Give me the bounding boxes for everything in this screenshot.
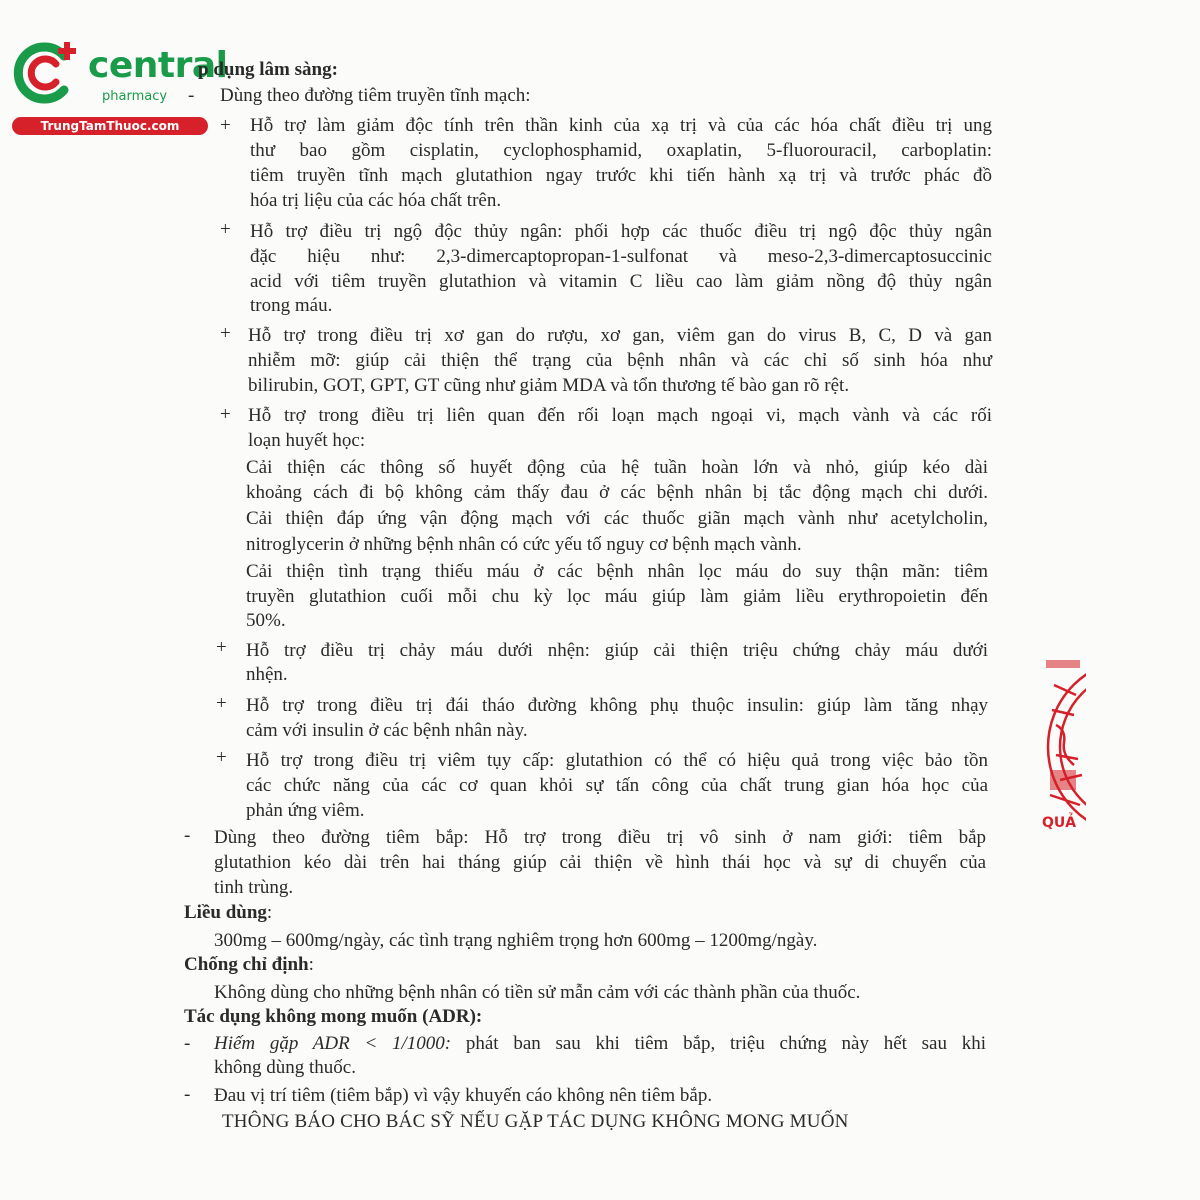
adr-notice: THÔNG BÁO CHO BÁC SỸ NẾU GẶP TÁC DỤNG KHÔNG MONG MUỐN: [222, 1111, 849, 1132]
bullet4-line9: 50%.: [246, 610, 286, 631]
bullet1-line3: tiêm truyền tĩnh mạch glutathion ngay trước khi tiến hành xạ trị và trước phác đồ: [250, 165, 992, 186]
heading-clinical-use: p dụng lâm sàng:: [198, 59, 338, 80]
bullet4-line7: Cải thiện tình trạng thiếu máu ở các bệnh nhân lọc máu do suy thận mãn: tiêm: [246, 561, 988, 582]
bullet3-line2: nhiễm mỡ: giúp cải thiện thể trạng của bệnh nhân và các chỉ số sinh hóa như: [248, 350, 992, 371]
im-route-line1: Dùng theo đường tiêm bắp: Hỗ trợ trong điều trị vô sinh ở nam giới: tiêm bắp: [214, 827, 986, 848]
bullet5-line2: nhện.: [246, 664, 288, 685]
dash-marker: -: [184, 1033, 191, 1054]
bullet2-line3: acid với tiêm truyền glutathion và vitamin C liều cao làm giảm nồng độ thủy ngân: [250, 271, 992, 292]
logo-sub-text: pharmacy: [102, 89, 168, 104]
heading-contra-colon: :: [308, 954, 314, 975]
bullet1-line2: thư bao gồm cisplatin, cyclophosphamid, oxaplatin, 5-fluorouracil, carboplatin:: [250, 140, 992, 161]
bullet7-line1: Hỗ trợ trong điều trị viêm tụy cấp: glutathion có thể có hiệu quả trong việc bảo tồn: [246, 750, 988, 771]
plus-marker: +: [220, 404, 231, 425]
iv-route-text: Dùng theo đường tiêm truyền tĩnh mạch:: [220, 85, 531, 106]
logo-brand-text: central: [88, 45, 228, 86]
bullet4-line3: Cải thiện các thông số huyết động của hệ tuần hoàn lớn và nhỏ, giúp kéo dài: [246, 457, 988, 478]
dash-marker: -: [184, 1084, 191, 1105]
bullet1-line1: Hỗ trợ làm giảm độc tính trên thần kinh của xạ trị và của các hóa chất điều trị ung: [250, 115, 992, 136]
bullet6-line2: cảm với insulin ở các bệnh nhân này.: [246, 720, 528, 741]
logo-url-banner: TrungTamThuoc.com: [12, 117, 208, 135]
bullet4-line4: khoảng cách đi bộ không cảm thấy đau ở các bệnh nhân bị tắc động mạch chi dưới.: [246, 482, 988, 503]
im-route-line2: glutathion kéo dài trên hai tháng giúp cải thiện về hình thái học và sự di chuyển của: [214, 852, 986, 873]
dosage-text: 300mg – 600mg/ngày, các tình trạng nghiêm trọng hơn 600mg – 1200mg/ngày.: [214, 930, 818, 951]
heading-contraindications: [184, 953, 314, 977]
dash-marker: -: [188, 85, 195, 106]
stamp-text: QUẢ: [1042, 815, 1077, 831]
bullet4-line8: truyền glutathion cuối mỗi chu kỳ lọc máu giúp làm giảm liều erythropoietin đến: [246, 586, 988, 607]
dash-marker: -: [184, 825, 191, 846]
plus-marker: +: [220, 115, 231, 136]
bullet4-line6: nitroglycerin ở những bệnh nhân có cức yếu tố nguy cơ bệnh mạch vành.: [246, 534, 802, 555]
bullet2-line1: Hỗ trợ điều trị ngộ độc thủy ngân: phối hợp các thuốc điều trị ngộ độc thủy ngân: [250, 221, 992, 242]
bullet2-line2: đặc hiệu như: 2,3-dimercaptopropan-1-sulfonat và meso-2,3-dimercaptosuccinic: [250, 246, 992, 267]
im-route-line3: tinh trùng.: [214, 877, 294, 898]
adr1-italic-text: Hiếm gặp ADR < 1/1000:: [214, 1033, 452, 1054]
heading-dosage: [184, 901, 272, 925]
heading-dosage-colon: :: [266, 902, 273, 923]
adr1-line2: không dùng thuốc.: [214, 1057, 356, 1078]
adr2-text: Đau vị trí tiêm (tiêm bắp) vì vậy khuyến cáo không nên tiêm bắp.: [214, 1085, 713, 1106]
adr1-line1: [214, 1032, 986, 1056]
red-stamp: [1036, 655, 1086, 840]
bullet2-line4: trong máu.: [250, 295, 333, 316]
heading-adr: Tác dụng không mong muốn (ADR):: [184, 1006, 483, 1027]
bullet3-line1: Hỗ trợ trong điều trị xơ gan do rượu, xơ gan, viêm gan do virus B, C, D và gan: [248, 325, 992, 346]
bullet4-line2: loạn huyết học:: [248, 430, 366, 451]
contraindication-text: Không dùng cho những bệnh nhân có tiền sử mẫn cảm với các thành phần của thuốc.: [214, 982, 861, 1003]
bullet7-line3: phản ứng viêm.: [246, 800, 365, 821]
heading-contra-label: Chống chỉ định: [184, 954, 309, 975]
bullet6-line1: Hỗ trợ trong điều trị đái tháo đường không phụ thuộc insulin: giúp làm tăng nhạy: [246, 695, 988, 716]
stamp-seal-icon: [1036, 655, 1086, 840]
plus-marker: +: [216, 637, 227, 658]
heading-dosage-label: Liều dùng: [184, 902, 267, 923]
bullet5-line1: Hỗ trợ điều trị chảy máu dưới nhện: giúp cải thiện triệu chứng chảy máu dưới: [246, 640, 988, 661]
plus-marker: +: [220, 219, 231, 240]
plus-marker: +: [216, 747, 227, 768]
bullet4-line5: Cải thiện đáp ứng vận động mạch với các thuốc giãn mạch vành như acetylcholin,: [246, 508, 988, 529]
plus-marker: +: [220, 323, 231, 344]
adr1-rest-text: phát ban sau khi tiêm bắp, triệu chứng này hết sau khi: [451, 1033, 986, 1054]
bullet1-line4: hóa trị liệu của các hóa chất trên.: [250, 190, 502, 211]
bullet3-line3: bilirubin, GOT, GPT, GT cũng như giảm MDA và tổn thương tế bào gan rõ rệt.: [248, 375, 850, 396]
bullet4-line1: Hỗ trợ trong điều trị liên quan đến rối loạn mạch ngoại vi, mạch vành và các rối: [248, 405, 992, 426]
bullet7-line2: các chức năng của các cơ quan khỏi sự tấn công của chất trung gian hóa học của: [246, 775, 988, 796]
plus-marker: +: [216, 693, 227, 714]
